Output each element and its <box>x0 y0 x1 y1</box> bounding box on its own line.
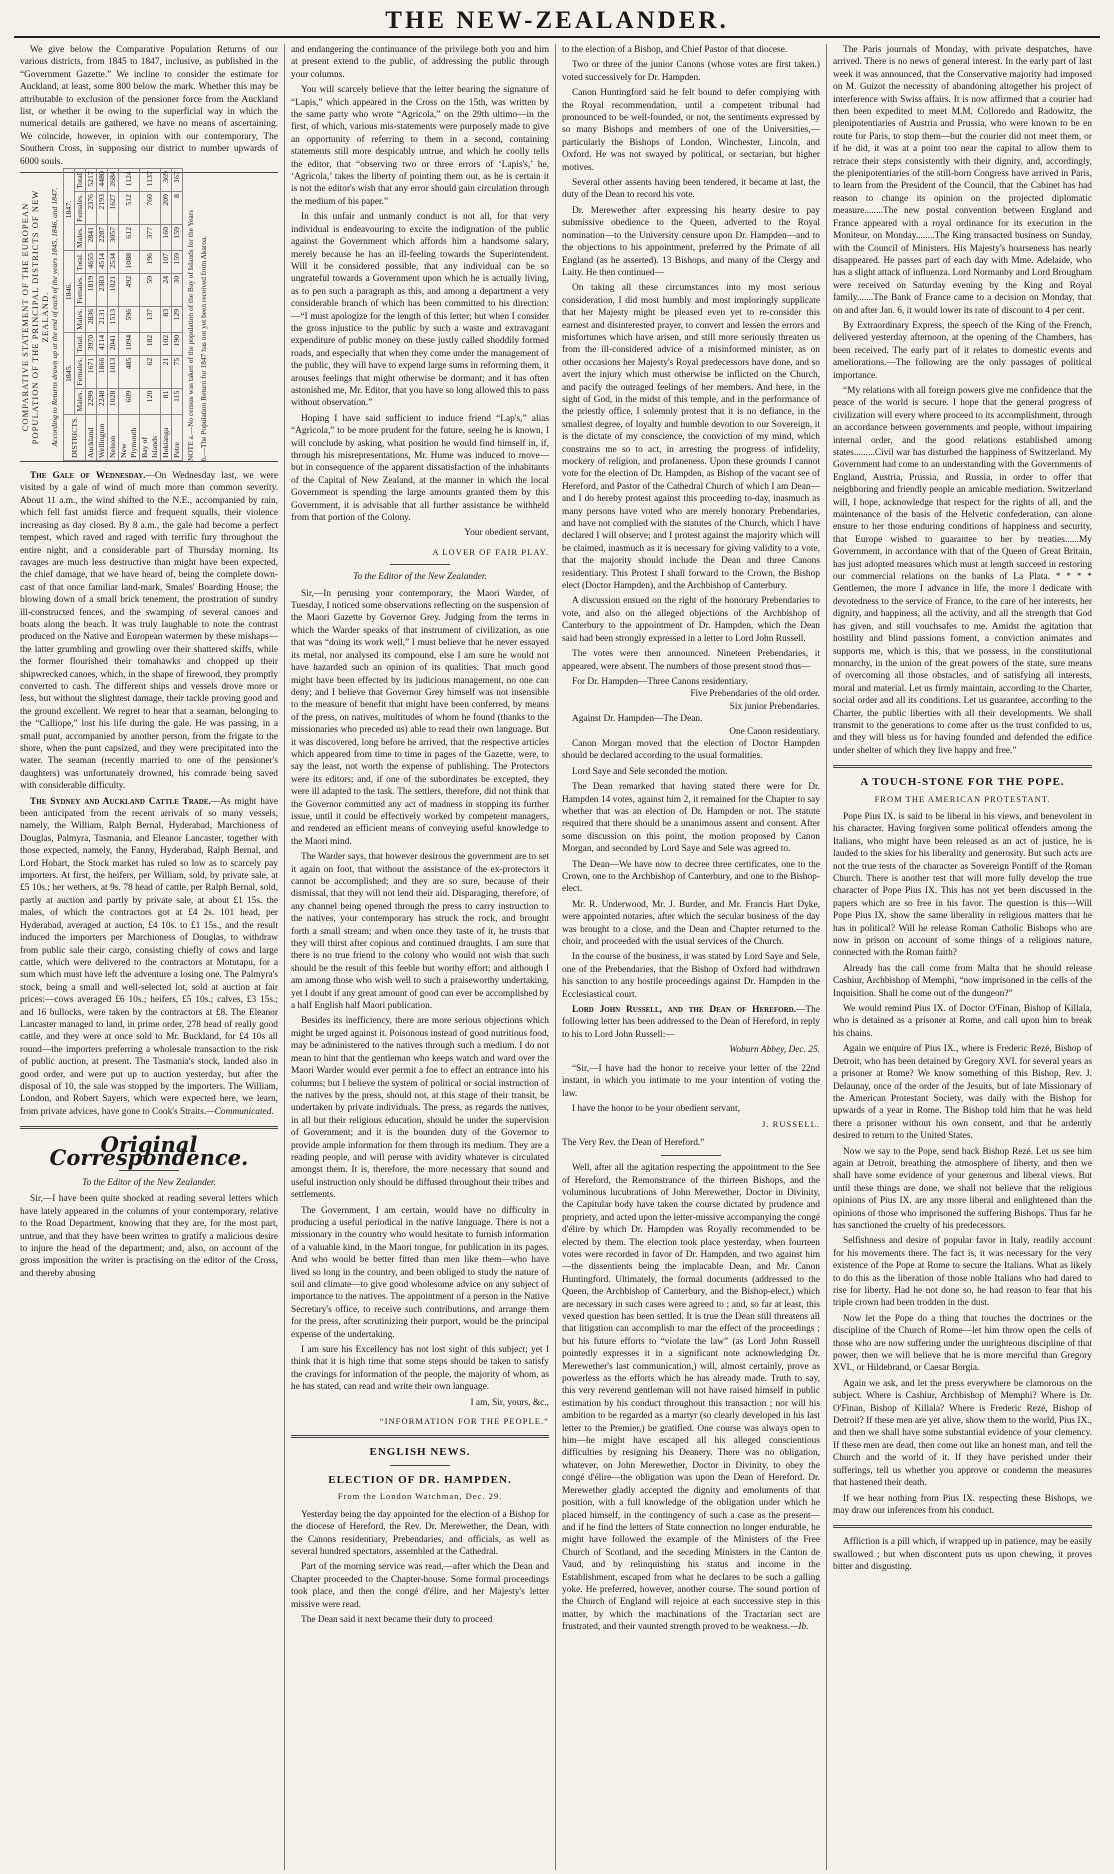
king-speech: “My relations with all foreign powers give me confidence that the peace of the world is secure. I hope that the general progress of civilization will every where proceed to its accomplishment, through an accordance between governments and people, without impairing internal order, and the good relations established among states.........Civil war has disturbed the happiness of Switzerland. My Government had come to an understanding with the Governments of England, Austria, Prussia, and Russia, in order to offer that neighboring and friendly people an amicable mediation. Switzerland will, I hope, acknowledge that respect for the rights of all, and the maintenance of the basis of the Helvetic confederation, can alone ensure to her those enduring conditions of happiness and security, that Europe wished to guarantee to her by treaties......My Government, in accordance with that of the Queen of Great Britain, has just adopted measures which must at length succeed in restoring our commercial relations on the banks of La Plata. * * * * Gentlemen, the more I advance in life, the more I dedicate with devotedness to the service of France, to the care of her interests, her dignity, and happiness, all the activity, and all the strength that God has given, and still vouchsafes to me. Amidst the agitation that hostility and blind passions foment, a conviction animates and supports me, which is this, that we possess, in the constitutional monarchy, in the union of the great powers of the state, sure means of overcoming all those obstacles, and of satisfying all interests, moral and material. Let us firmly maintain, according to the Charter, social order and all its conditions. Let us guarantee, according to the Charter, the public liberties with all their developments. We shall transmit to the generations to come after us the trust confided to us, and they will bless us for having founded and defended the edifice under shelter of which they live happy and free.” <box>833 385 1092 756</box>
population-cell: 1094 <box>119 332 140 355</box>
divider <box>833 765 1092 768</box>
population-cell: 107 <box>161 251 172 274</box>
population-cell: 24 <box>161 273 172 306</box>
touchstone-paragraph: Selfishness and desire of popular favor in Italy, readily account for his movements there. The fact is, it was necessary for the very existence of the Pope at Rome to secure the Italians. What as likely to do this as the liberation of those noble Italians who had dared to rise for liberty. Had he not done so, he had reason to fear that his triple crown had been trodden in the dust. <box>833 1236 1092 1309</box>
letter-paragraph: I am sure his Excellency has not lost sight of this subject; yet I think that it is high time that some steps should be taken to satisfy the cravings for information of the people, the majority of whom, as he has stated, can read and write their own language. <box>291 1345 549 1393</box>
divider <box>833 1525 1092 1528</box>
population-cell: 2376 <box>86 192 97 225</box>
column-header: Females. <box>75 355 86 388</box>
letter-paragraph: Sir,—In perusing your contemporary, the Maori Warder, of Tuesday, I noticed some observations reflecting on the suspension of the Maori Gazette by Governor Grey. Judging from the terms in which the Warder speaks of that instrument of civilization, as one that was “doing its work well,” I must believe that he never essayed its metal, nor analysed its compound, else I am sure he would not have hazarded such an opinion of its qualities. That much good might have been effected by its judicious management, no one can deny; and I believe that Governor Grey himself was not insensible to the measure of benefit that might have been conferred, by means of the press, on natives, multitudes of whom he found (thanks to the missionaries who preceded us) able to read their own language. But it was discovered, long before he arrived, that the respective articles which appeared from time to time in pages of the Gazette, were, to say the least, not worth the expense of publishing. The Protectors were its editors; and, if one of the subordinates be excepted, they were ill adapted to the task. The settlers, therefore, did not think that the Governor committed any act of madness in stopping its further issue, until it could be effectively worked by competent managers, and rendered an efficient means of conveying useful knowledge to the Maori mind. <box>291 588 549 847</box>
population-cell: 115 <box>172 388 183 414</box>
column-header: Males. <box>75 225 86 251</box>
population-cell: 167 <box>172 169 183 192</box>
russell-article <box>562 1004 820 1041</box>
letter-paragraph: Hoping I have said sufficient to induce friend “Lap's,” alias “Agricola,” to be more prudent for the future, seeing he is known, I will conclude by asking, what position he would find himself in, if, through his misrepresentations, Mr. Hume was induced to move—but in consequence of the apparent dissatisfaction of the inhabitants of the Capital of New Zealand, at the manner in which the local Government is spending the large amounts granted them by this Government, it is advisable that all further assistance be withheld from that portion of the Colony. <box>291 413 549 524</box>
editorial-body: Well, after all the agitation respecting the appointment to the See of Hereford, the Remonstrance of the thirteen Bishops, and the voluminous lucubrations of John Merewether, Doctor in Divinity, the Capitular body have taken the course dictated by prudence and propriety, and acted upon the letter-missive accompanying the congé d'élire by which Dr. Hampden was Royally recommended to be elected by them. The election took place yesterday, when fourteen votes were recorded in favor of Dr. Hampden, and two against him—the dissentients being the implacable Dean, and Mr. Canon Huntingford. Ultimately, the formal documents (addressed to the Queen, the Archbishop of Canterbury, and the Bishop-elect,) which are necessary in such cases were agreed to ; and, so far at least, this vexed question has been settled. It is true the Dean still threatens all that litigation can accomplish to mar the effect of the proceedings ; but his future efforts to “violate the law” (as Lord John Russell pointedly expresses it in a significant note acknowledging Dr. Merewether's last communication,) will, almost certainly, prove as powerless as the efforts which he has already made. Truth to say, this very reverend gentleman will not have raised himself in public estimation by his conduct throughout this transaction ; nor will his ambition to be regarded as a martyr (so clearly developed in his last letter to the Premier,) be gratified. One course was always open to him—he might have escaped all his alleged conscientious difficulties by resigning his Deanery. There was no obligation, whatever, on John Merewether, Doctor in Divinity, to obey the congé d'élire—the obligation was upon the Dean of Hereford. Dr. Merewether gladly accepted the dignity and emoluments of that position, with a full knowledge of the obligation under which he placed himself, in the contingency of such a case as the present—and if he find the letters of State connection no longer endurable, he might have followed the example of the Ministers of the Free Church of Scotland, and the seceding Ministers in the Canton de Vaud, and by relinquishing his status and income in the Establishment, escaped from what he declares to be such a galling yoke. He preferred, however, another course. The sound portion of the Church of England will rejoice at each successive step in this matter, by which the machinations of the Tractarian sect are frustrated, and their vaunted strength proved to be weakness. <box>562 1163 820 1633</box>
population-cell: 5217 <box>86 169 97 192</box>
year-header-1845: 1845. <box>64 332 75 414</box>
population-table-block <box>20 172 278 462</box>
population-table <box>63 168 183 461</box>
population-cell: 1124 <box>119 169 140 192</box>
table-row <box>108 169 119 461</box>
population-cell: 1028 <box>108 388 119 414</box>
divider <box>390 1465 450 1466</box>
election-heading: ELECTION OF DR. HAMPDEN. <box>328 1473 512 1486</box>
district-name: Hokianga <box>161 414 172 460</box>
news-paragraph: Canon Morgan moved that the election of Doctor Hampden should be declared according to the usual formalities. <box>562 738 820 762</box>
russell-intro: —The following letter has been addressed to the Dean of Hereford, in reply to his to Lord John Russell:— <box>562 1005 820 1040</box>
population-cell: 4480 <box>97 169 108 192</box>
cattle-signature: —Communicated. <box>206 1106 274 1117</box>
year-header-1846: 1846. <box>64 251 75 333</box>
population-cell: 1021 <box>108 273 119 306</box>
letter-paragraph: You will scarcely believe that the letter bearing the signature of “Lapis,” which appeared in the Cross on the 15th, was written by the same party who wrote “Agricola,” on the 29th ultimo—in the first, of which, various mis-statements were purposely made to give an opportunity of referring to them in a second, containing statements still more despicably untrue, and which he coolly tells the editor, that “observing two or three errors of ‘Lapis's,’ he, ‘Agricola,’ takes the liberty of pointing them out, as he is certain it is not the editor's wish that any error should gain circulation through the medium of his paper.” <box>291 85 549 207</box>
table-note-b: b.—The Population Return for 1847 has not yet been received from Akaroa. <box>199 235 208 462</box>
news-paragraph: Part of the morning service was read,—after which the Dean and Chapter proceeded to the Chapter-house. Some formal proceedings took place, and then the congé d'élire, and her Majesty's letter missive were read. <box>291 1562 549 1610</box>
touchstone-source: FROM THE AMERICAN PROTESTANT. <box>874 793 1051 804</box>
news-paragraph: On taking all these circumstances into my most serious consideration, I did most humbly and most imploringly supplicate that her Majesty might be pleased even yet to re-consider this earnest and disinterested prayer, to convert and lessen the errors and misfortunes which have arisen, and still more seriously threaten us from the ill-considered advice of a misinformed minister, as on other occasions her Majesty's Royal predecessors have done, and so avert the injury which must otherwise be inflicted on the Church, and pacify the outraged feelings of her members. And here, in the sight of God, in the midst of this temple, and in the performance of the priestly office, I solemnly protest that it is no defiance, in the smallest degree, of loyalty and humble devotion to our Sovereign, it is the dictate of my conscience, the conviction of my mind, which constrains me so to act, in arresting the progress of infidelity, mockery of religion, and profaneness. Upon these grounds I cannot vote for the election of Dr. Hampden, as Bishop of the vacant see of Hereford, and Pastor of the Cathedral Church of which I am Dean—and I do hereby protest against this proceeding to-day, inasmuch as many persons have voted who are merely honorary Prebendaries, and have not complied with the statutes of the Church, which I have declared I will observe; and I protest against the majority which will be claimed, inasmuch as it is necessary for giving validity to a vote, that the majority should include the Dean and three Canons residentiary. This Protest I shall forward to the Crown, the Bishop elect (Doctor Hampden), and the Archbishop of Canterbury. <box>562 283 820 592</box>
column-header: Males. <box>75 306 86 332</box>
editorial-paragraph <box>562 1162 820 1633</box>
population-cell: 2131 <box>97 306 108 332</box>
columns <box>14 44 1100 1870</box>
touchstone-heading: A TOUCH-STONE FOR THE POPE. <box>860 776 1065 789</box>
news-paragraph: The Dean—We have now to decree three certificates, one to the Crown, one to the Archbishop of Canterbury, and one to the Bishop-elect. <box>562 859 820 895</box>
news-paragraph: Canon Huntingford said he felt bound to defer complying with the Royal recommendation, until a competent tribunal had pronounced to be well-founded, or not, the sentiments expressed by so many Bishops and members of one of the Universities,—particularly the Bishops of London, Winchester, Lincoln, and Oxford. He was not swayed by political, or sectarian, but higher motives. <box>562 88 820 173</box>
district-name: New Plymouth <box>119 414 140 460</box>
population-cell: 2684 <box>108 169 119 192</box>
cattle-lead: The Sydney and Auckland Cattle Trade. <box>30 796 211 807</box>
letter-paragraph: The Warder says, that however desirous the government are to set it again on foot, that without the assistance of the ex-protectors it cannot be accomplished; and they are so sure, because of their dismissal, that they will not lend their aid. Disparaging, therefore, of any channel being opened through the press to carry instruction to the natives, your contemporary has struck the rock, and brought forth a small stream; and when once they taste of it, he trusts that they will thirst after copious and continued draughts. I am sure that there is no true friend to the colony who would not wish that such should be the result of this feeble but worthy effort; and although I am among those who wish well to such a praiseworthy undertaking, yet I doubt if any great amount of good can ever be accomplished by a half English half Maori publication. <box>291 852 549 1012</box>
touchstone-paragraph: Again we ask, and let the press everywhere be clamorous on the subject. Where is Cashiur, Archbishop of Memphi? Where is Dr. O'Finan, Bishop of Killala? Where is Frederic Rezé, Bishop of Detroit? If these men are yet alive, show them to the world, Pius IX., and then we shall have some substantial evidence of your clemency. If these men are dead, then come out like an honest man, and tell the Church and the world of it. If they have perished under their sufferings, tell us whether you approve or condemn the measures that hastened their death. <box>833 1378 1092 1489</box>
population-cell: 2041 <box>108 332 119 355</box>
population-cell: 190 <box>172 332 183 355</box>
english-news-heading: ENGLISH NEWS. <box>369 1446 471 1459</box>
correspondence-address: To the Editor of the New Zealander. <box>82 1178 216 1188</box>
news-paragraph: The Dean said it next became their duty to proceed <box>301 1614 493 1625</box>
table-row <box>97 169 108 461</box>
population-cell: 2193 <box>97 192 108 225</box>
population-cell: 83 <box>161 306 172 332</box>
population-cell: 760 <box>140 192 161 225</box>
population-cell: 485 <box>119 355 140 388</box>
population-cell: 596 <box>119 306 140 332</box>
masthead: THE NEW-ZEALANDER. <box>14 6 1100 38</box>
news-paragraph: In the course of the business, it was stated by Lord Saye and Sele, one of the Prebendaries, that the Bishop of Oxford had withdrawn his sanction to any hostile proceedings against Dr. Hampden in the Ecclesiastical court. <box>562 952 820 1000</box>
column-header: Total. <box>75 332 86 355</box>
population-cell: 4655 <box>86 251 97 274</box>
population-cell: 102 <box>161 332 172 355</box>
news-continued: to the election of a Bishop, and Chief Pastor of that diocese. <box>562 45 788 55</box>
original-correspondence-heading: Original Correspondence. <box>49 1132 249 1170</box>
population-cell: 2383 <box>97 273 108 306</box>
population-table-rotated <box>20 173 277 461</box>
letter-paragraph: The Government, I am certain, would have no difficulty in producing a useful periodical in the native language. There is not a missionary in the country who would hesitate to furnish information of a valuable kind, in the Maori tongue, for publication in its pages. And who would be better fitted than men like them—who have lived so long in the country, and been obliged to study the nature of soil and climate—to give good wholesome advice on any subject of importance to the natives. The appointment of a person in the Native Secretary's office, to receive such contributions, and arrange them for the press, after scrutinizing their purport, would be the principal expense of the undertaking. <box>291 1205 549 1340</box>
district-name: Bay of Islands <box>140 414 161 460</box>
population-cell: 1137 <box>140 169 161 192</box>
population-intro: We give below the Comparative Population Returns of our various districts, from 1845 to 1847, inclusive, as published in the “Government Gazette.” We incline to consider the estimate for Auckland, at least, some 800 below the mark. Whether this may be attributable to exclusion of the pensioner force from the Auckland list, or whether it be owing to the superficial way in which the numerical details are gathered, we have no means of ascertaining. We coincide, however, in opinion with our contemporary, The Southern Cross, in supposing our district to number upwards of 6000 souls. <box>20 45 278 167</box>
touchstone-paragraph: We would remind Pius IX. of Doctor O'Finan, Bishop of Killala, who is detained as a prisoner at Rome, and call upon him to break his chains. <box>833 1004 1092 1039</box>
column-header: Males. <box>75 388 86 414</box>
news-paragraph: Two or three of the junior Canons (whose votes are first taken.) voted successively for Dr. Hampden. <box>562 60 820 83</box>
column-header: Total. <box>75 251 86 274</box>
column-4 <box>827 44 1098 1870</box>
paris-news: By Extraordinary Express, the speech of the King of the French, delivered yesterday afternoon, at the opening of the Chambers, has been received. The early part of it relates to domestic events and ameliorations.—The following are the only passages of political importance. <box>833 320 1092 381</box>
population-cell: 3057 <box>108 225 119 251</box>
population-cell: 1013 <box>108 355 119 388</box>
vote-line: Five Prebendaries of the old order. <box>690 689 820 700</box>
population-cell: 2287 <box>97 225 108 251</box>
population-cell: 369 <box>161 169 172 192</box>
russell-signature: J. RUSSELL. <box>761 1119 820 1130</box>
population-cell: 1866 <box>97 355 108 388</box>
population-cell: 30 <box>172 273 183 306</box>
year-header-1847: 1847. <box>64 169 75 251</box>
correspondence-letter: Sir,—I have been quite shocked at reading several letters which have lately appeared in the columns of your contemporary, relative to the Road Department, knowing that they are, for the most part, untrue, and that they have been written to gratify a malicious desire to injure the head of the department; and, also, on account of the gross imposition the writer is practising on the editor of the Cross, and thereby abusing <box>20 1194 278 1279</box>
population-cell: 160 <box>161 225 172 251</box>
population-cell: 159 <box>172 225 183 251</box>
touchstone-paragraph: Again we enquire of Pius IX., where is Frederic Rezé, Bishop of Detroit, who has been detained by Gregory XVI. for several years as a prisoner at Rome? We know something of this Bishop, Rev. J. Delaunay, once of the order of the Jesuits, but of late Missionary of the American Protestant Society, was daily with the Bishop for upwards of a year in Rome. The Bishop told him that he was held there a prisoner without his own consent, and that he ardently desired to return to the United States. <box>833 1044 1092 1142</box>
table-row <box>172 169 183 461</box>
districts-header: DISTRICTS. <box>64 414 86 460</box>
letter-paragraph: In this unfair and unmanly conduct is not all, for that very individual is endeavouring to excite the indignation of the public against the Government which affords him a handsome salary, merely because he has an ill-feeling towards the Superintendent. Will it be considered possible, that any individual can be so ungrateful towards a Government upon which he is actually living, as to pen such a paragraph as this, and among a department a very considerable branch of which has been committed to his direction:—“I must apologize for the length of this letter; but when I consider the gross injustice to the public by such a waste and extravagant expenditure of public money on these justly called shoddily formed roads, and especially that when they come under the management of the public, they will have to expend large sums in reforming them, it arouses feelings that might otherwise be dormant; and it has often astonished me, Mr. Editor, that you have so long allowed this to pass without observation.” <box>291 212 549 409</box>
population-cell: 62 <box>140 355 161 388</box>
news-paragraph: Lord Saye and Sele seconded the motion. <box>572 766 728 777</box>
column-2 <box>285 44 556 1870</box>
table-row <box>161 169 172 461</box>
population-cell: 609 <box>119 388 140 414</box>
table-row <box>140 169 161 461</box>
letter-place-date: Woburn Abbey, Dec. 25. <box>729 1045 820 1056</box>
gale-article <box>20 470 278 793</box>
population-cell: 377 <box>140 225 161 251</box>
touchstone-paragraph: Already has the call come from Malta that he should release Cashiur, Archbishop of Memphi, “now imprisoned in the cells of the Inquisition. Shall he come out of the dungeon?” <box>833 963 1092 999</box>
russell-closing: I have the honor to be your obedient servant, <box>572 1103 740 1114</box>
column-header: Total. <box>75 169 86 192</box>
table-row <box>86 169 97 461</box>
letter-paragraph: Besides its inefficiency, there are more serious objections which might be urged against it. Poisonous instead of good nutritious food, may be administered to the natives through such a medium. I do not mean to hint that the gentleman who keeps watch and ward over the Maori Warder would ever permit a foe to effect an entrance into his columns; but I believe the system of political or social instruction of the natives by the press, should not, at this stage of their transit, be undertaken by private individuals. The press, as regards the natives, in all but their religious education, should be under the supervision of Government; and it is the bounden duty of the Governor to provide ample information for them through its medium. They are a reading people, and will peruse with avidity whatever is circulated amongst them. It is, therefore, the more necessary that sound and useful instruction only should be diffused throughout their tribes and settlements. <box>291 1016 549 1201</box>
population-cell: 2248 <box>97 388 108 414</box>
table-subtitle: According to Returns drawn up at the end of each of the years 1845, 1846, and 1847. <box>50 187 59 447</box>
table-title: COMPARATIVE STATEMENT OF THE EUROPEAN POPULATION OF THE PRINCIPAL DISTRICTS OF NEW ZEALAND. <box>20 189 50 445</box>
population-cell: 1088 <box>119 251 140 274</box>
divider <box>291 1435 549 1438</box>
population-cell: 2836 <box>86 306 97 332</box>
population-cell: 137 <box>140 306 161 332</box>
news-paragraph: Several other assents having been tendered, it became at last, the duty of the Dean to record his vote. <box>562 178 820 201</box>
letter-closing: Your obedient servant, <box>464 528 549 539</box>
population-cell: 159 <box>172 251 183 274</box>
gale-body: —On Wednesday last, we were visited by a gale of wind of much more than common severity. About 11 a.m., the wind shifted to the N.E., accompanied by rain, which fell fast amidst fierce and frequent squalls, their violence increasing as day closed. By 8 a.m., the gale had become a perfect tempest, which raved and raged with terrific fury throughout the entire night, and a considerable part of Thursday morning. Its ravages are much less destructive than might have been expected, the chief damage, that we have heard of, being the complete down-cast of that once familiar land-mark, Smales' Boarding House; the blowing down of a small brick tenement, the prostration of sundry ill-constructed fences, and the swamping of several canoes and boats along the beach. It was truly laughable to note the contrast produced on the Native and European watermen by these mishaps—the latter grumbling and growling over their shattered skiffs, while the former flourished their tomahawks and chopped up their shipwrecked canoes, which, in the shape of firewood, they promptly converted to cash. The different ships and vessels drove more or less, but without the slightest damage, their tackle proving good and the ground excellent. We regret to hear that a seaman, belonging to the “Calliope,” lost his life during the gale. He was passing, in a small punt, accompanied by another person, from the frigate to the shore, when the punt capsized, and they were precipitated into the water. The seaman (recently married to one of the pensioner's daughters) was unfortunately drowned, his comrade being saved with considerable difficulty. <box>20 471 278 792</box>
population-cell: 4114 <box>97 332 108 355</box>
divider <box>390 564 450 565</box>
touchstone-paragraph: Now we say to the Pope, send back Bishop Rezé. Let us see him again at Detroit, breathing the atmosphere of liberty, and then we shall have some evidence of your generous and liberal views. But until these things are done, we shall not believe that the religious opinions of Pius IX. are any more liberal and enlightened than the opinions of those who imprisoned the suffering Bishops. Thus far he has sanctioned the cruelty of his predecessors. <box>833 1146 1092 1231</box>
letter-address: To the Editor of the New Zealander. <box>353 572 487 583</box>
russell-addressee: The Very Rev. the Dean of Hereford.” <box>562 1137 705 1148</box>
population-cell: 2534 <box>108 251 119 274</box>
population-cell: 182 <box>140 332 161 355</box>
touchstone-paragraph: If we hear nothing from Pius IX. respecting these Bishops, we may draw our inferences from his conduct. <box>833 1493 1092 1516</box>
table-row <box>119 169 140 461</box>
divider <box>119 1170 179 1171</box>
vote-line: For Dr. Hampden—Three Canons residentiary. <box>572 676 748 687</box>
population-cell: 3970 <box>86 332 97 355</box>
cattle-body: —As might have been anticipated from the recent arrivals of so many vessels, namely, the William, Ralph Bernal, Hyderabad, Marchioness of Douglas, Palmyra, Tasmania, and Eleanor Lancaster, together with those expected, namely, the Fanny, Hyderabad, Ralph Bernal, and Lord Hobart, the Stock market has ruled so low as to scarcely pay importers. At first, the heifers, per William, sold, by private sale, at £5 10s.; her wethers, at 9s. 78 head of cattle, per Ralph Bernal, sold, partly at auction and partly by private sale, at about £1 15s. the males, of which the contractors got at £4 2s. 101 head, per Hyderabad, averaged at auction, £4 10s. to £1 15s., and the result induced the importers per Marchioness of Douglas, to withdraw from public sale their cargo, consisting chiefly of cows and large cattle, which were delivered to the contractors at Motutapu, for a sum which must have left the adventure a losing one. The Palmyra's stock, being a small and well-selected lot, sold at auction at fair prices:—cows averaged £6 10s.; heifers, £5 10s.; calves, £3 15s.; and 16 bullocks, were taken by the contractors at £8. The Eleanor Lancaster managed to land, in prime order, 278 head of really good cattle, and they were at once sold to Mr. Buckland, for £4 10s all round—the importers preferring a wholesale transaction to the risk of public auction, at present. The Tasmania's stock, landed also in good order, and were put up to auction yesterday, but after the disposal of 10, the sale was stopped by the importers. The William, London, and Robert Sayers, which were expected here, we learn, from private advices, have gone to Cook's Straits. <box>20 796 278 1117</box>
editorial-signature: —Ib. <box>790 1622 809 1633</box>
population-cell: 492 <box>119 273 140 306</box>
population-cell: 8 <box>172 192 183 225</box>
column-1 <box>14 44 285 1870</box>
letter-closing: I am, Sir, yours, &c., <box>470 1397 549 1408</box>
letter-signature: A LOVER OF FAIR PLAY. <box>432 546 549 557</box>
district-name: Wellington <box>97 414 108 460</box>
vote-line: One Canon residentiary. <box>729 726 820 737</box>
letter-signature: “INFORMATION FOR THE PEOPLE.” <box>379 1416 549 1427</box>
letter-continued: and endangering the continuance of the privilege both you and him at present extend to the public, of addressing the public through your columns. <box>291 45 549 80</box>
table-note-a: NOTE a.—No census was taken of the population of the Bay of Islands for the Years <box>186 210 195 462</box>
population-cell: 2841 <box>86 225 97 251</box>
population-cell: 120 <box>140 388 161 414</box>
population-cell: 1671 <box>86 355 97 388</box>
touchstone-paragraph: Now let the Pope do a thing that touches the doctrines or the discipline of the Church of Rome—let him throw open the cells of those who are now suffering under the unrighteous discipline of that power, then we will believe that he is more merciful than Gregory XVI., or Hildebrand, or Caesar Borgia. <box>833 1313 1092 1374</box>
population-cell: 21 <box>161 355 172 388</box>
column-3 <box>556 44 827 1870</box>
news-paragraph: The Dean remarked that having stated there were for Dr. Hampden 14 votes, against him 2, it remained for the Chapter to say whether that was an election of Dr. Hampden or not. The statute required that there should be a unanimous assent and consent. After some discussion on this point, the motion proposed by Canon Morgan, and seconded by Lord Saye and Sele was agreed to. <box>562 782 820 855</box>
population-cell: 59 <box>140 273 161 306</box>
population-cell: 512 <box>119 192 140 225</box>
news-paragraph: The votes were then announced. Nineteen Prebendaries, it appeared, were absent. The numbers of those present stood thus— <box>562 649 820 672</box>
population-cell: 129 <box>172 306 183 332</box>
russell-lead: Lord John Russell, and the Dean of Hereford. <box>572 1005 797 1016</box>
column-header: Females. <box>75 192 86 225</box>
district-name: Petre <box>172 414 183 460</box>
column-header: Females. <box>75 273 86 306</box>
paris-news: The Paris journals of Monday, with private despatches, have arrived. There is no news of general interest. In the early part of last week it was announced, that the Conservative majority had imposed on M. Guizot the necessity of abandoning altogether his project of interference with Swiss affairs. It is now affirmed that a courier had then been expedited to meet M.M. Colloredo and Radowitz, the plenipotentiaries of Austria and Prussia, who were known to be en route for Paris, to stop them—but the courier did not meet them, or if he did, it was at a point too near the capital to allow them to retrace their steps consistently with their dignity, and, accordingly, the plenipotentiaries of the still-born Congress have arrived in Paris, to learn from the President of the Council, that the Cabinet has had reason to change its opinion on the projected diplomatic measure........The new postal convention between England and France appeared with a royal ordinance for its execution in the Moniteur, on Monday........The King transacted business on Sunday, with the Council of Ministers. His Majesty's hoarseness has nearly disappeared. He passes part of each day with Mme. Adelaide, who has a slight attack of influenza. Lord Normanby and Lord Brougham were received on Saturday evening by the King and Royal family.......The Bank of France came to a decision on Monday, that on and after Jan. 6, it would lower its rate of discount to 4 per cent. <box>833 45 1092 316</box>
news-paragraph: Mr. R. Underwood, Mr. J. Burder, and Mr. Francis Hart Dyke, were appointed notaries, after which the secular business of the day was brought to a close, and the Dean and Chapter returned to the choir, and proceeded with the usual services of the Church. <box>562 899 820 948</box>
population-cell: 75 <box>172 355 183 388</box>
district-name: Nelson <box>108 414 119 460</box>
population-cell: 1627 <box>108 192 119 225</box>
population-cell: 81 <box>161 388 172 414</box>
divider <box>661 1155 721 1156</box>
news-paragraph: Dr. Merewether after expressing his hearty desire to pay submissive obedience to the Queen, adverted to the Royal nomination—to the University censure upon Dr. Hampden—and to the objections to his appointment, preferred by the Primate of all England (as he asserted). 13 Bishops, and many of the Clergy and Laity. He then continued— <box>562 205 820 278</box>
divider <box>20 1126 278 1129</box>
touchstone-paragraph: Pope Pius IX. is said to be liberal in his views, and benevolent in his character. Having forgiven some political offenders among the Italians, who might have been released as an act of justice, he is lauded to the skies for his liberality and generosity. But such acts are not the true tests of the character as Sovereign Pontiff of the Roman Church. There is another test that will more fully develop the true character of Pope Pius IX. This has not yet been discussed in the papers which are so free in his favor. The question is this—Will Pope Pius IX. show the same liberality in religious matters that he has in political? Will he release Roman Catholic Bishops who are now in prison on account of some things of a religious nature, connected with the Roman faith? <box>833 811 1092 959</box>
population-cell: 1513 <box>108 306 119 332</box>
population-cell: 612 <box>119 225 140 251</box>
affliction-filler: Affliction is a pill which, if wrapped up in patience, may be easily swallowed ; but when discontent puts us upon chewing, it proves bitter and disgusting. <box>833 1537 1092 1573</box>
russell-letter: “Sir,—I have had the honor to receive your letter of the 22nd instant, in which you intimate to me your intention of voting the law. <box>562 1063 820 1099</box>
news-paragraph: A discussion ensued on the right of the honorary Prebendaries to vote, and also on the alleged objections of the Archbishop of Canterbury to the appointment of Dr. Hampden, which the Dean said had been strongly expressed in a letter to Lord John Russell. <box>562 596 820 644</box>
election-source: From the London Watchman, Dec. 29. <box>337 1491 503 1502</box>
population-cell: 196 <box>140 251 161 274</box>
district-name: Auckland <box>86 414 97 460</box>
news-paragraph: Yesterday being the day appointed for the election of a Bishop for the diocese of Hereford, the Rev. Dr. Merewether, the Dean, with the Canons residentiary, Prebendaries, and officials, as well as several hundred spectators, assembled at the Cathedral. <box>291 1509 549 1557</box>
gale-lead: The Gale of Wednesday. <box>30 471 146 482</box>
vote-line: Six junior Prebendaries. <box>729 701 820 712</box>
population-cell: 2299 <box>86 388 97 414</box>
population-cell: 1819 <box>86 273 97 306</box>
cattle-article <box>20 796 278 1119</box>
population-cell: 4514 <box>97 251 108 274</box>
population-cell: 209 <box>161 192 172 225</box>
vote-line: Against Dr. Hampden—The Dean. <box>572 714 703 725</box>
